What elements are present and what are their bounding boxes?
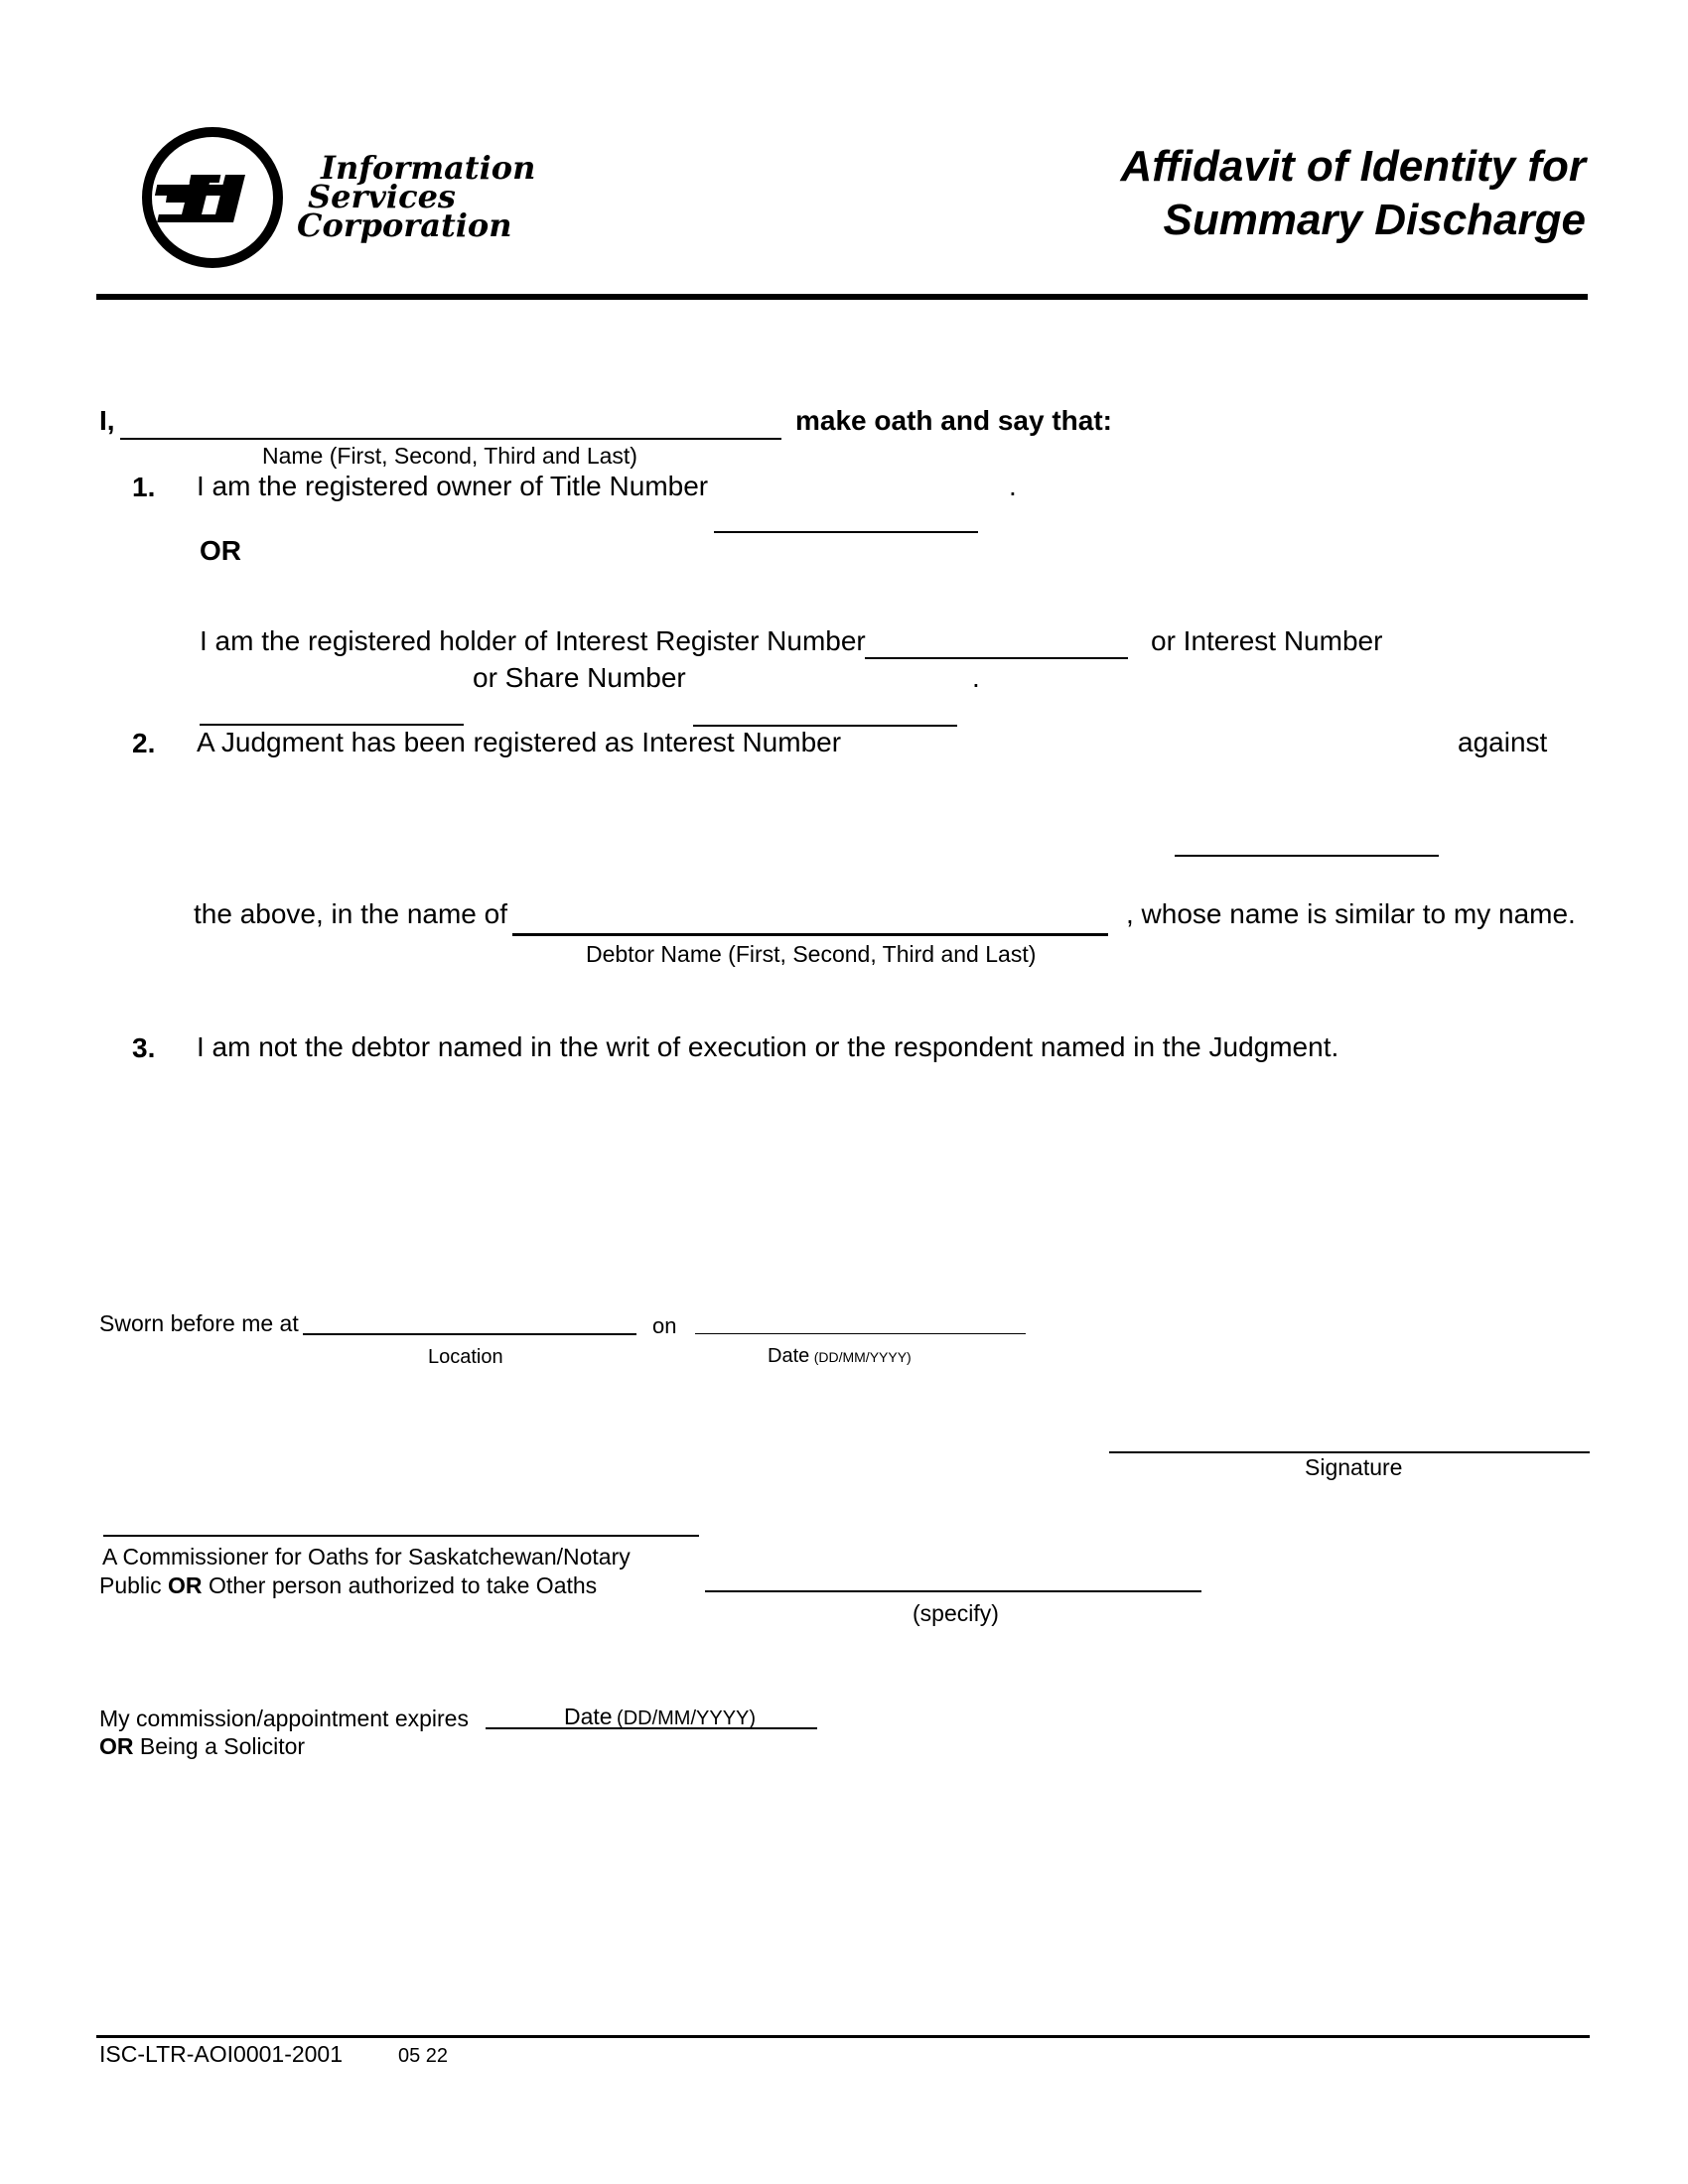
judgment-interest-number-field[interactable]	[1175, 855, 1439, 857]
sworn-date-field[interactable]	[695, 1333, 1026, 1334]
item-3-number: 3.	[132, 1032, 156, 1063]
form-code: ISC-LTR-AOI0001-2001	[99, 2041, 344, 2067]
item-2-text: A Judgment has been registered as Interest Number	[197, 727, 842, 757]
item-1-holder-text: I am the registered holder of Interest Register Number	[200, 625, 866, 656]
commissioner-signature-field[interactable]	[103, 1535, 699, 1537]
specify-caption: (specify)	[913, 1600, 999, 1626]
expiry-date-format: (DD/MM/YYYY)	[617, 1707, 757, 1729]
logo-line-2: Services	[308, 178, 456, 215]
interest-register-number-field[interactable]	[865, 657, 1128, 659]
debtor-name-caption: Debtor Name (First, Second, Third and Last)	[586, 941, 1037, 967]
solicitor-or: OR	[99, 1733, 134, 1759]
or-share-number-text: or Share Number	[473, 662, 686, 693]
form-title-line-2: Summary Discharge	[1163, 196, 1586, 244]
commissioner-other: Other person authorized to take Oaths	[208, 1572, 598, 1598]
name-field[interactable]	[120, 438, 781, 440]
form-title-line-1: Affidavit of Identity for	[1120, 142, 1586, 191]
interest-number-field[interactable]	[200, 724, 464, 726]
item-2-number: 2.	[132, 728, 156, 758]
expiry-date-caption	[564, 1704, 756, 1730]
specify-field[interactable]	[705, 1590, 1201, 1592]
header-divider	[96, 294, 1588, 300]
item-2-similar-text: , whose name is similar to my name.	[1126, 898, 1576, 929]
item-3-text: I am not the debtor named in the writ of execution or the respondent named in the Judgment.	[197, 1031, 1339, 1062]
oath-suffix: make oath and say that:	[795, 405, 1112, 436]
commissioner-or: OR	[168, 1572, 203, 1598]
title-number-field[interactable]	[714, 531, 978, 533]
item-1-or: OR	[200, 535, 241, 566]
sworn-date-caption-main: Date	[768, 1345, 810, 1367]
signature-field[interactable]	[1109, 1451, 1590, 1453]
isc-circle-logo-icon	[140, 125, 285, 270]
sworn-label: Sworn before me at	[99, 1310, 299, 1336]
form-revision: 05 22	[398, 2045, 449, 2067]
expiry-date-main: Date	[564, 1704, 613, 1729]
signature-caption: Signature	[1305, 1454, 1403, 1480]
sworn-location-field[interactable]	[303, 1333, 636, 1335]
logo-line-1: Information	[321, 149, 536, 187]
debtor-name-field[interactable]	[512, 933, 1108, 936]
commissioner-public: Public	[99, 1572, 162, 1598]
item-2-against: against	[1458, 727, 1548, 757]
sworn-date-caption	[768, 1345, 912, 1368]
form-title	[1120, 140, 1586, 247]
solicitor-text: Being a Solicitor	[139, 1733, 306, 1759]
logo-line-3: Corporation	[297, 206, 512, 244]
item-1-period: .	[1009, 471, 1017, 501]
name-caption: Name (First, Second, Third and Last)	[262, 443, 637, 469]
item-1-number: 1.	[132, 472, 156, 502]
solicitor-line	[99, 1733, 305, 1760]
item-1-period-2: .	[972, 662, 980, 693]
sworn-on: on	[652, 1313, 677, 1338]
sworn-date-caption-format: (DD/MM/YYYY)	[813, 1349, 912, 1365]
or-interest-number-text: or Interest Number	[1151, 625, 1383, 656]
commissioner-line-1: A Commissioner for Oaths for Saskatchewan/Notary	[102, 1544, 631, 1570]
commissioner-line-2	[99, 1572, 597, 1599]
item-2-above-text: the above, in the name of	[194, 898, 507, 929]
footer-divider	[96, 2035, 1590, 2038]
item-1-text: I am the registered owner of Title Number	[197, 471, 709, 501]
expiry-label: My commission/appointment expires	[99, 1706, 469, 1731]
location-caption: Location	[428, 1346, 503, 1368]
oath-prefix: I,	[99, 405, 115, 436]
